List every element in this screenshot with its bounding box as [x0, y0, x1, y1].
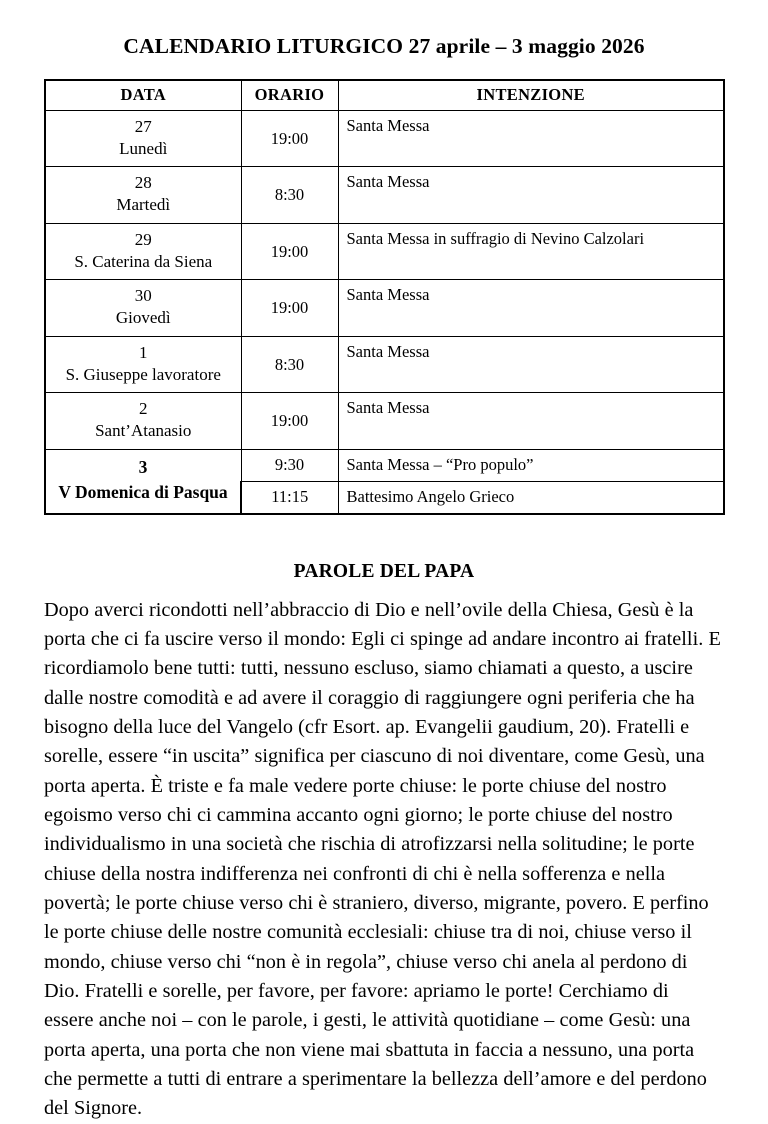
date-day-number: 3 — [138, 456, 148, 477]
intention-cell: Battesimo Angelo Grieco — [338, 481, 724, 513]
date-day-number: 1 — [139, 342, 148, 362]
date-day-number: 27 — [134, 116, 152, 136]
date-cell — [45, 449, 241, 513]
date-cell — [45, 110, 241, 167]
intention-cell: Santa Messa — [338, 393, 724, 450]
time-cell: 19:00 — [241, 393, 338, 450]
table-row — [45, 110, 724, 167]
date-day-number: 29 — [134, 229, 152, 249]
table-row — [45, 280, 724, 337]
date-day-number: 30 — [134, 286, 152, 306]
date-day-name: Giovedì — [115, 308, 171, 328]
table-header-row — [45, 80, 724, 111]
table-row — [45, 393, 724, 450]
date-day-name: S. Giuseppe lavoratore — [65, 364, 221, 384]
table-row — [45, 449, 724, 481]
time-cell: 19:00 — [241, 280, 338, 337]
table-row — [45, 167, 724, 224]
liturgical-calendar-table — [44, 79, 725, 515]
time-cell: 11:15 — [241, 481, 338, 513]
date-cell — [45, 280, 241, 337]
calendar-table-container — [0, 79, 768, 515]
time-cell: 19:00 — [241, 110, 338, 167]
time-cell: 9:30 — [241, 449, 338, 481]
column-header-intention: INTENZIONE — [338, 80, 724, 111]
table-row — [45, 223, 724, 280]
date-cell — [45, 336, 241, 393]
time-cell: 19:00 — [241, 223, 338, 280]
date-cell — [45, 167, 241, 224]
date-cell — [45, 223, 241, 280]
table-body — [45, 110, 724, 513]
table-header — [45, 80, 724, 111]
date-day-number: 28 — [134, 173, 152, 193]
column-header-date: DATA — [45, 80, 241, 111]
column-header-time: ORARIO — [241, 80, 338, 111]
intention-cell: Santa Messa – “Pro populo” — [338, 449, 724, 481]
date-day-name: Martedì — [116, 195, 171, 215]
intention-cell: Santa Messa — [338, 336, 724, 393]
date-day-name: Sant’Atanasio — [95, 421, 192, 441]
section-heading-pope-words: PAROLE DEL PAPA — [293, 560, 475, 582]
time-cell: 8:30 — [241, 336, 338, 393]
date-day-name: V Domenica di Pasqua — [58, 482, 228, 503]
time-cell: 8:30 — [241, 167, 338, 224]
table-row — [45, 336, 724, 393]
intention-cell: Santa Messa — [338, 110, 724, 167]
date-cell — [45, 393, 241, 450]
page-title: CALENDARIO LITURGICO 27 aprile – 3 maggio 2026 — [123, 34, 645, 58]
date-day-number: 2 — [139, 399, 148, 419]
date-day-name: Lunedì — [119, 138, 168, 158]
pope-words-body-text: Dopo averci ricondotti nell’abbraccio di Dio e nell’ovile della Chiesa, Gesù è la porta che ci fa uscire verso il mondo: Egli ci spinge ad andare incontro ai fratelli. E ricordiamolo bene tutti: tutti, nessuno escluso, siamo chiamati a questo, a uscire dalle nostre comodità e ad avere il coraggio di raggiungere ogni periferia che ha bisogno della luce del Vangelo (cfr Esort. ap. Evangelii gaudium, 20). Fratelli e sorelle, essere “in uscita” significa per ciascuno di noi diventare, come Gesù, una porta aperta. È triste e fa male vedere porte chiuse: le porte chiuse del nostro egoismo verso chi ci cammina accanto ogni giorno; le porte chiuse del nostro individualismo in una società che rischia di atrofizzarsi nella solitudine; le porte chiuse della nostra indifferenza nei confronti di chi è nella sofferenza e nella povertà; le porte chiuse verso chi è straniero, diverso, migrante, povero. E perfino le porte chiuse delle nostre comunità ecclesiali: chiuse tra di noi, chiuse verso il mondo, chiuse verso chi “non è in regola”, chiuse verso chi anela al perdono di Dio. Fratelli e sorelle, per favore, per favore: apriamo le porte! Cerchiamo di essere anche noi – con le parole, i gesti, le attività quotidiane – come Gesù: una porta aperta, una porta che non viene mai sbattuta in faccia a nessuno, una porta che permette a tutti di entrare a sperimentare la bellezza dell’amore e del perdono del Signore. — [44, 598, 721, 1120]
date-day-name: S. Caterina da Siena — [74, 251, 213, 271]
intention-cell: Santa Messa — [338, 280, 724, 337]
intention-cell: Santa Messa in suffragio di Nevino Calzolari — [338, 223, 724, 280]
intention-cell: Santa Messa — [338, 167, 724, 224]
